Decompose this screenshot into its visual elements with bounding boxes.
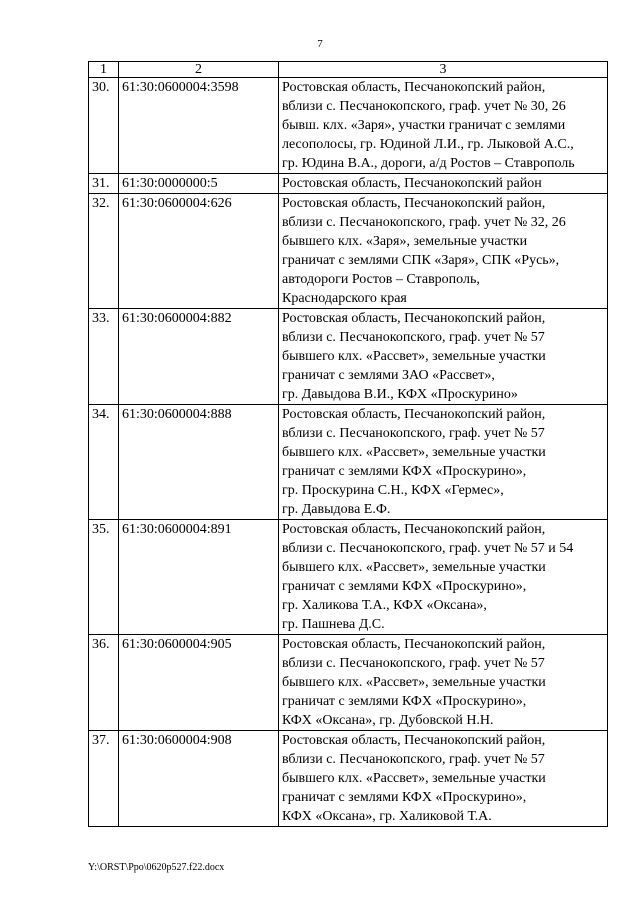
row-number: 34. (89, 405, 119, 520)
cadastral-number: 61:30:0600004:626 (119, 194, 279, 309)
table-row (89, 731, 608, 827)
location-description: Ростовская область, Песчанокопский район (279, 174, 608, 194)
cadastral-number: 61:30:0600004:882 (119, 309, 279, 405)
row-number: 33. (89, 309, 119, 405)
cadastral-number: 61:30:0000000:5 (119, 174, 279, 194)
row-number: 37. (89, 731, 119, 827)
row-number: 35. (89, 520, 119, 635)
table-row (89, 309, 608, 405)
table-row (89, 520, 608, 635)
column-header-3: 3 (279, 62, 608, 78)
land-plots-table (88, 61, 608, 827)
location-description: Ростовская область, Песчанокопский район, вблизи с. Песчанокопского, граф. учет № 57 бывшего клх. «Рассвет», земельные участки граничат с землями КФХ «Проскурино», гр. Проскурина С.Н., КФХ «Гермес», гр. Давыдова Е.Ф. (279, 405, 608, 520)
row-number: 36. (89, 635, 119, 731)
cadastral-number: 61:30:0600004:3598 (119, 78, 279, 174)
location-description: Ростовская область, Песчанокопский район, вблизи с. Песчанокопского, граф. учет № 57 бывшего клх. «Рассвет», земельные участки граничат с землями КФХ «Проскурино», КФХ «Оксана», гр. Дубовской Н.Н. (279, 635, 608, 731)
location-description: Ростовская область, Песчанокопский район, вблизи с. Песчанокопского, граф. учет № 57 бывшего клх. «Рассвет», земельные участки граничат с землями КФХ «Проскурино», КФХ «Оксана», гр. Халиковой Т.А. (279, 731, 608, 827)
row-number: 31. (89, 174, 119, 194)
cadastral-number: 61:30:0600004:891 (119, 520, 279, 635)
row-number: 30. (89, 78, 119, 174)
table-row (89, 635, 608, 731)
table-header-row (89, 62, 608, 78)
cadastral-number: 61:30:0600004:888 (119, 405, 279, 520)
location-description: Ростовская область, Песчанокопский район, вблизи с. Песчанокопского, граф. учет № 57 бывшего клх. «Рассвет», земельные участки граничат с землями ЗАО «Рассвет», гр. Давыдова В.И., КФХ «Проскурино» (279, 309, 608, 405)
table-row (89, 78, 608, 174)
footer-file-path: Y:\ORST\Ppo\0620p527.f22.docx (88, 862, 225, 873)
cadastral-number: 61:30:0600004:905 (119, 635, 279, 731)
location-description: Ростовская область, Песчанокопский район, вблизи с. Песчанокопского, граф. учет № 57 и 54 бывшего клх. «Рассвет», земельные участки граничат с землями КФХ «Проскурино», гр. Халикова Т.А., КФХ «Оксана», гр. Пашнева Д.С. (279, 520, 608, 635)
page-number: 7 (317, 38, 323, 50)
table-row (89, 174, 608, 194)
column-header-2: 2 (119, 62, 279, 78)
column-header-1: 1 (89, 62, 119, 78)
location-description: Ростовская область, Песчанокопский район, вблизи с. Песчанокопского, граф. учет № 30, 26 бывш. клх. «Заря», участки граничат с землями лесополосы, гр. Юдиной Л.И., гр. Лыковой А.С., гр. Юдина В.А., дороги, а/д Ростов – Ставрополь (279, 78, 608, 174)
table-row (89, 194, 608, 309)
cadastral-number: 61:30:0600004:908 (119, 731, 279, 827)
location-description: Ростовская область, Песчанокопский район, вблизи с. Песчанокопского, граф. учет № 32, 26 бывшего клх. «Заря», земельные участки граничат с землями СПК «Заря», СПК «Русь», автодороги Ростов – Ставрополь, Краснодарского края (279, 194, 608, 309)
row-number: 32. (89, 194, 119, 309)
table-row (89, 405, 608, 520)
